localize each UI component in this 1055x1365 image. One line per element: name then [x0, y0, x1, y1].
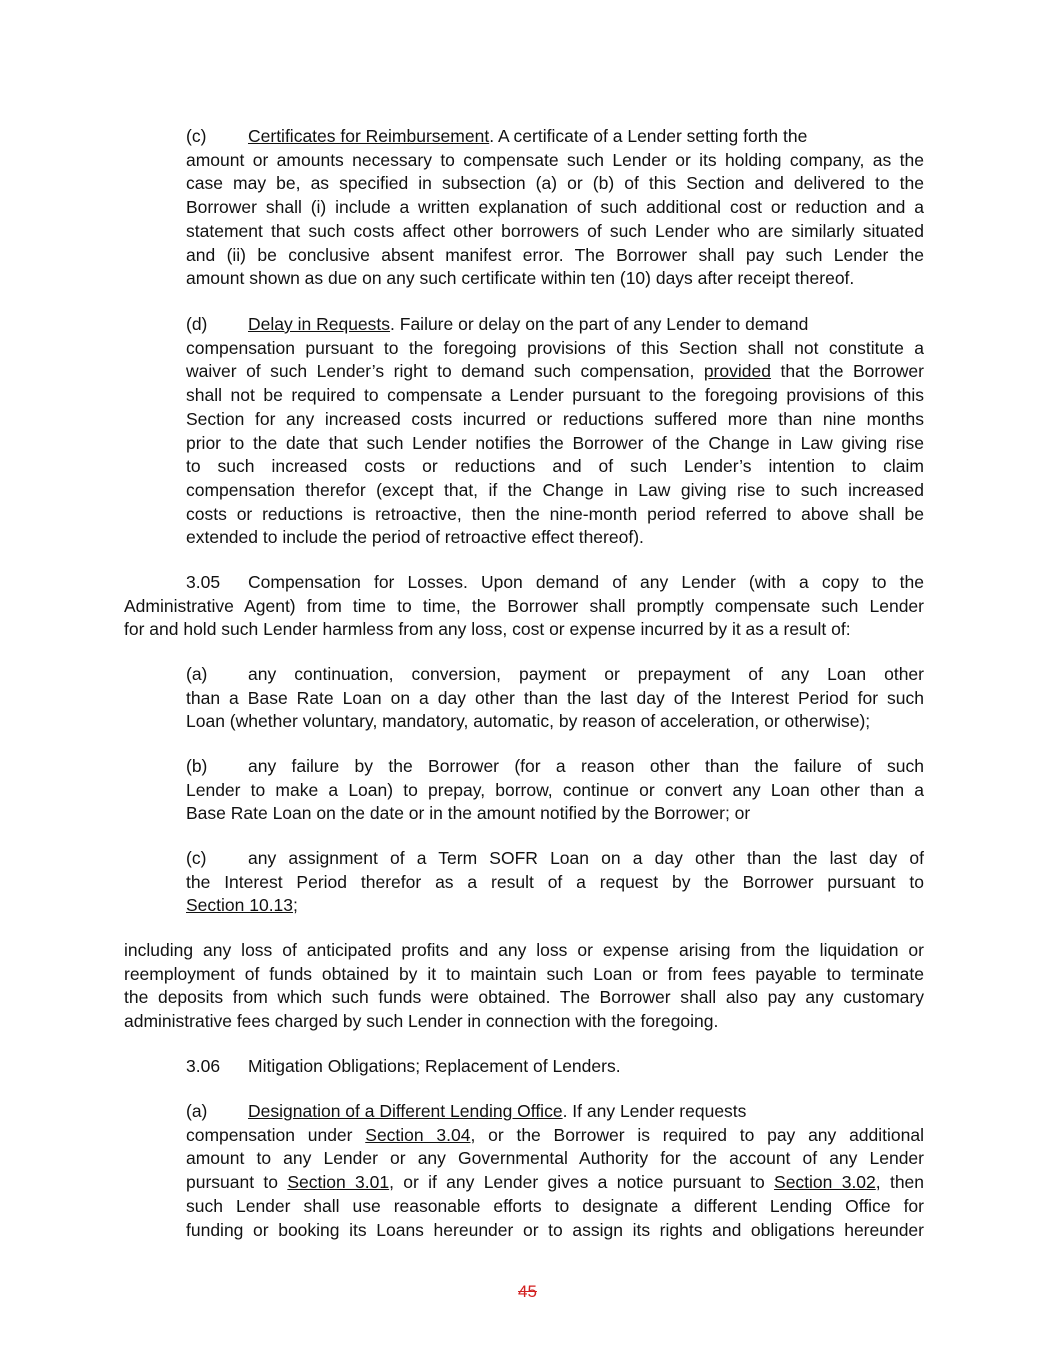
section-3-06-heading [186, 1055, 924, 1079]
paragraph-certificates-for-reimbursement: (c) Certificates for Reimbursement. A certificate of a Lender setting forth the amount or amounts necessary to compensate such Lender or its holding company, as the case may be, as specified in subsection (a) or (b) of this Section and delivered to the Borrower shall (i) include a written explanation of such additional cost or reduction and a statement that such costs affect other borrowers of such Lender who are similarly situated and (ii) be conclusive absent manifest error. The Borrower shall pay such Lender the amount shown as due on any such certificate within ten (10) days after receipt thereof. [186, 126, 924, 289]
provided-term: provided [703, 361, 771, 382]
item-label: (c) [186, 126, 207, 146]
section-number: 3.05 [186, 572, 221, 592]
section-reference-link: Section 10.13 [186, 895, 294, 916]
item-label: (c) [186, 848, 207, 868]
item-label: (b) [186, 756, 208, 776]
paragraph-delay-in-requests: (d) Delay in Requests. Failure or delay on the part of any Lender to demand compensation pursuant to the foregoing provisions of this Section shall not constitute a waiver of such Lender’s right to demand such compensation, provided that the Borrower shall not be required to compensate a Lender pursuant to the foregoing provisions of this Section for any increased costs incurred or reductions suffered more than nine months prior to the date that such Lender notifies the Borrower of the Change in Law giving rise to such increased costs or reductions and of such Lender’s intention to claim compensation therefor (except that, if the Change in Law giving rise to such increased costs or reductions is retroactive, then the nine-month period referred to above shall be extended to include the period of retroactive effect thereof). [186, 314, 924, 548]
section-reference-link: Section 3.01 [287, 1172, 390, 1193]
list-item-c: (c) any assignment of a Term SOFR Loan on a day other than the last day of the Interest Period therefor as a result of a request by the Borrower pursuant to Section 10.13; [186, 848, 924, 916]
section-3-05: 3.05 Compensation for Losses. Upon demand of any Lender (with a copy to the Administrative Agent) from time to time, the Borrower shall promptly compensate such Lender for and hold such Lender harmless from any loss, cost or expense incurred by it as a result of: [124, 572, 924, 640]
item-label: (a) [186, 1101, 208, 1121]
section-heading: Designation of a Different Lending Office [248, 1101, 563, 1121]
list-item-a: (a) any continuation, conversion, payment or prepayment of any Loan other than a Base Rate Loan on a day other than the last day of the Interest Period for such Loan (whether voluntary, mandatory, automatic, by reason of acceleration, or otherwise); [186, 664, 924, 732]
item-label: (d) [186, 314, 208, 334]
section-heading: Certificates for Reimbursement [248, 126, 490, 146]
section-title: Mitigation Obligations; Replacement of Lenders. [248, 1056, 621, 1076]
section-number: 3.06 [186, 1056, 221, 1076]
page-number: 45 [518, 1282, 537, 1301]
item-label: (a) [186, 664, 208, 684]
section-heading: Delay in Requests [248, 314, 391, 334]
section-reference-link: Section 3.04 [365, 1124, 471, 1145]
paragraph-including-losses: including any loss of anticipated profits and any loss or expense arising from the liquidation or reemployment of funds obtained by it to maintain such Loan or from fees payable to terminate the deposits from which such funds were obtained. The Borrower shall also pay any customary administrative fees charged by such Lender in connection with the foregoing. [124, 940, 924, 1032]
section-reference-link: Section 3.02 [774, 1172, 876, 1193]
list-item-b: (b) any failure by the Borrower (for a reason other than the failure of such Lender to make a Loan) to prepay, borrow, continue or convert any Loan other than a Base Rate Loan on the date or in the amount notified by the Borrower; or [186, 756, 924, 824]
paragraph-designation-of-different-lending-office: (a) Designation of a Different Lending Office. If any Lender requests compensation under Section 3.04, or the Borrower is required to pay any additional amount to any Lender or any Governmental Authority for the account of any Lender pursuant to Section 3.01, or if any Lender gives a notice pursuant to Section 3.02, then such Lender shall use reasonable efforts to designate a different Lending Office for funding or booking its Loans hereunder or to assign its rights and obligations hereunder [186, 1101, 925, 1240]
